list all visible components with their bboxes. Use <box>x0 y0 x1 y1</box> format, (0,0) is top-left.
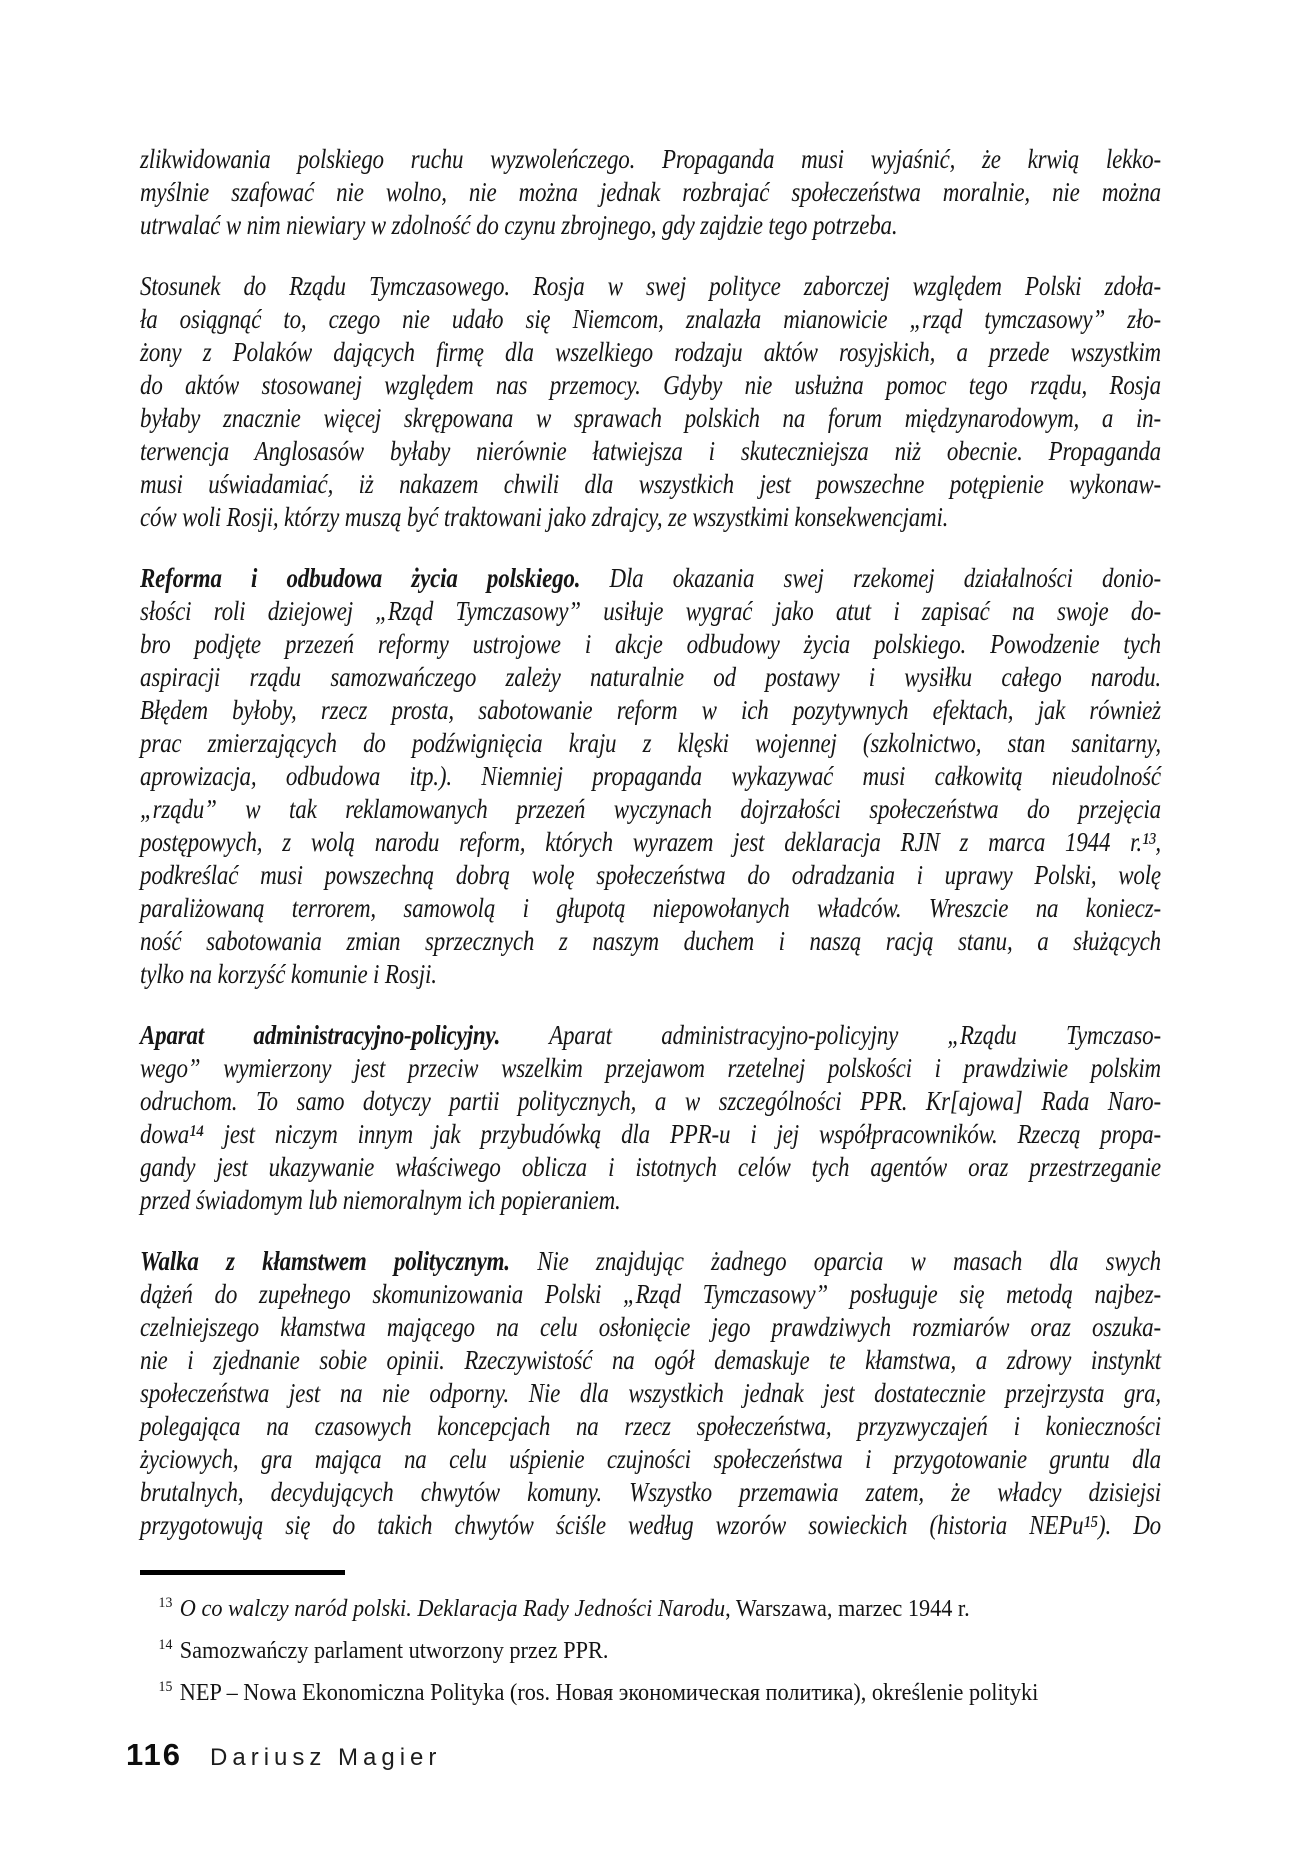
text-line: ców woli Rosji, którzy muszą być traktowani jako zdrajcy, ze wszystkimi konsekwencjami. <box>140 502 949 532</box>
text-line: życiowych, gra mająca na celu uśpienie czujności społeczeństwa i przygotowanie gruntu dla <box>140 1444 1161 1474</box>
text-line: polegająca na czasowych koncepcjach na rzecz społeczeństwa, przyzwyczajeń i konieczności <box>140 1411 1161 1441</box>
text-line: terwencja Anglosasów byłaby nierównie łatwiejsza i skuteczniejsza niż obecnie. Propaganda <box>140 436 1161 466</box>
text-line: odruchom. To samo dotyczy partii politycznych, a w szczególności PPR. Kr[ajowa] Rada Naro- <box>140 1086 1161 1116</box>
paragraph-lead: Aparat administracyjno-policyjny. <box>140 1020 501 1050</box>
text-line: Stosunek do Rządu Tymczasowego. Rosja w swej polityce zaborczej względem Polski zdoła- <box>140 271 1161 301</box>
paragraph <box>140 1245 1161 1542</box>
footnote-separator <box>140 1570 345 1575</box>
text-line: podkreślać musi powszechną dobrą wolę społeczeństwa do odradzania i uprawy Polski, wolę <box>140 860 1161 890</box>
text-line: dążeń do zupełnego skomunizowania Polski „Rząd Tymczasowy” posługuje się metodą najbez- <box>140 1279 1161 1309</box>
text-line: Aparat administracyjno-policyjny. Aparat administracyjno-policyjny „Rządu Tymczaso- <box>140 1020 1161 1050</box>
text-line: tylko na korzyść komunie i Rosji. <box>140 959 437 989</box>
text-line: słości roli dziejowej „Rząd Tymczasowy” usiłuje wygrać jako atut i zapisać na swoje do- <box>140 596 1161 626</box>
author-name: Dariusz Magier <box>210 1744 442 1771</box>
footnote: $^{14}$ Samozwańczy parlament utworzony przez PPR. <box>158 1637 609 1664</box>
paragraph-lead: Reforma i odbudowa życia polskiego. <box>140 563 581 593</box>
page-footer <box>126 1737 1161 1773</box>
text-line: społeczeństwa jest na nie odporny. Nie dla wszystkich jednak jest dostatecznie przejrzysta gra, <box>140 1378 1161 1408</box>
footnote-title: O co walczy naród polski. Deklaracja Rady Jedności Narodu <box>179 1596 726 1622</box>
text-block <box>126 143 1161 1773</box>
paragraph <box>140 143 1161 242</box>
text-line: aprowizacja, odbudowa itp.). Niemniej propaganda wykazywać musi całkowitą nieudolność <box>140 761 1161 791</box>
text-line: paraliżowaną terrorem, samowolą i głupotą niepowołanych władców. Wreszcie na koniecz- <box>140 893 1161 923</box>
text-line: przygotowują się do takich chwytów ściśle według wzorów sowieckich (historia NEPu¹⁵). Do <box>140 1510 1161 1540</box>
text-line: nie i zjednanie sobie opinii. Rzeczywistość na ogół demaskuje te kłamstwa, a zdrowy instynkt <box>140 1345 1161 1375</box>
text-line: postępowych, z wolą narodu reform, których wyrazem jest deklaracja RJN z marca 1944 r.¹³, <box>140 827 1161 857</box>
text-line: bro podjęte przezeń reformy ustrojowe i akcje odbudowy życia polskiego. Powodzenie tych <box>140 629 1161 659</box>
text-line: prac zmierzających do podźwignięcia kraju z klęski wojennej (szkolnictwo, stan sanitarny, <box>140 728 1161 758</box>
text-line: myślnie szafować nie wolno, nie można jednak rozbrajać społeczeństwa moralnie, nie można <box>140 177 1161 207</box>
text-line: brutalnych, decydujących chwytów komuny. Wszystko przemawia zatem, że władcy dzisiejsi <box>140 1477 1161 1507</box>
text-line: gandy jest ukazywanie właściwego oblicza i istotnych celów tych agentów oraz przestrzeganie <box>140 1152 1161 1182</box>
paragraph <box>140 270 1161 534</box>
text-line: byłaby znacznie więcej skrępowana w sprawach polskich na forum międzynarodowym, a in- <box>140 403 1161 433</box>
text-line: Reforma i odbudowa życia polskiego. Dla okazania swej rzekomej działalności donio- <box>140 563 1161 593</box>
body-text <box>140 143 1161 1542</box>
footnote-marker: 13 <box>158 1595 173 1611</box>
text-line: ność sabotowania zmian sprzecznych z naszym duchem i naszą racją stanu, a służących <box>140 926 1161 956</box>
text-line: musi uświadamiać, iż nakazem chwili dla wszystkich jest powszechne potępienie wykonaw- <box>140 469 1161 499</box>
footnotes <box>140 1585 1161 1711</box>
text-line: „rządu” w tak reklamowanych przezeń wyczynach dojrzałości społeczeństwa do przejęcia <box>140 794 1161 824</box>
paragraph-lead: Walka z kłamstwem politycznym. <box>140 1246 510 1276</box>
footnote-marker: 15 <box>158 1679 173 1695</box>
text-line: zlikwidowania polskiego ruchu wyzwoleńczego. Propaganda musi wyjaśnić, że krwią lekko- <box>140 144 1161 174</box>
page-number: 116 <box>126 1737 183 1772</box>
paragraph <box>140 1019 1161 1217</box>
text-line: czelniejszego kłamstwa mającego na celu osłonięcie jego prawdziwych rozmiarów oraz oszuka- <box>140 1312 1161 1342</box>
text-line: przed świadomym lub niemoralnym ich popieraniem. <box>140 1185 621 1215</box>
text-line: ła osiągnąć to, czego nie udało się Niemcom, znalazła mianowicie „rząd tymczasowy” zło- <box>140 304 1161 334</box>
text-line: utrwalać w nim niewiary w zdolność do czynu zbrojnego, gdy zajdzie tego potrzeba. <box>140 210 898 240</box>
text-line: wego” wymierzony jest przeciw wszelkim przejawom rzetelnej polskości i prawdziwie polskim <box>140 1053 1161 1083</box>
paragraph <box>140 562 1161 991</box>
text-line: Walka z kłamstwem politycznym. Nie znajdując żadnego oparcia w masach dla swych <box>140 1246 1161 1276</box>
text-line: żony z Polaków dających firmę dla wszelkiego rodzaju aktów rosyjskich, a przede wszystkim <box>140 337 1161 367</box>
text-line: dowa¹⁴ jest niczym innym jak przybudówką dla PPR-u i jej współpracowników. Rzeczą propa- <box>140 1119 1161 1149</box>
footnote: $^{13}$ O co walczy naród polski. Deklaracja Rady Jedności Narodu, Warszawa, marzec 1944 r. <box>158 1595 970 1622</box>
text-line: aspiracji rządu samozwańczego zależy naturalnie od postawy i wysiłku całego narodu. <box>140 662 1161 692</box>
text-line: Błędem byłoby, rzecz prosta, sabotowanie reform w ich pozytywnych efektach, jak również <box>140 695 1161 725</box>
footnote: $^{15}$ NEP – Nowa Ekonomiczna Polityka (ros. Новая экономическая политика), określenie polityki <box>158 1679 1039 1706</box>
text-line: do aktów stosowanej względem nas przemocy. Gdyby nie usłużna pomoc tego rządu, Rosja <box>140 370 1161 400</box>
footnote-marker: 14 <box>158 1637 173 1653</box>
